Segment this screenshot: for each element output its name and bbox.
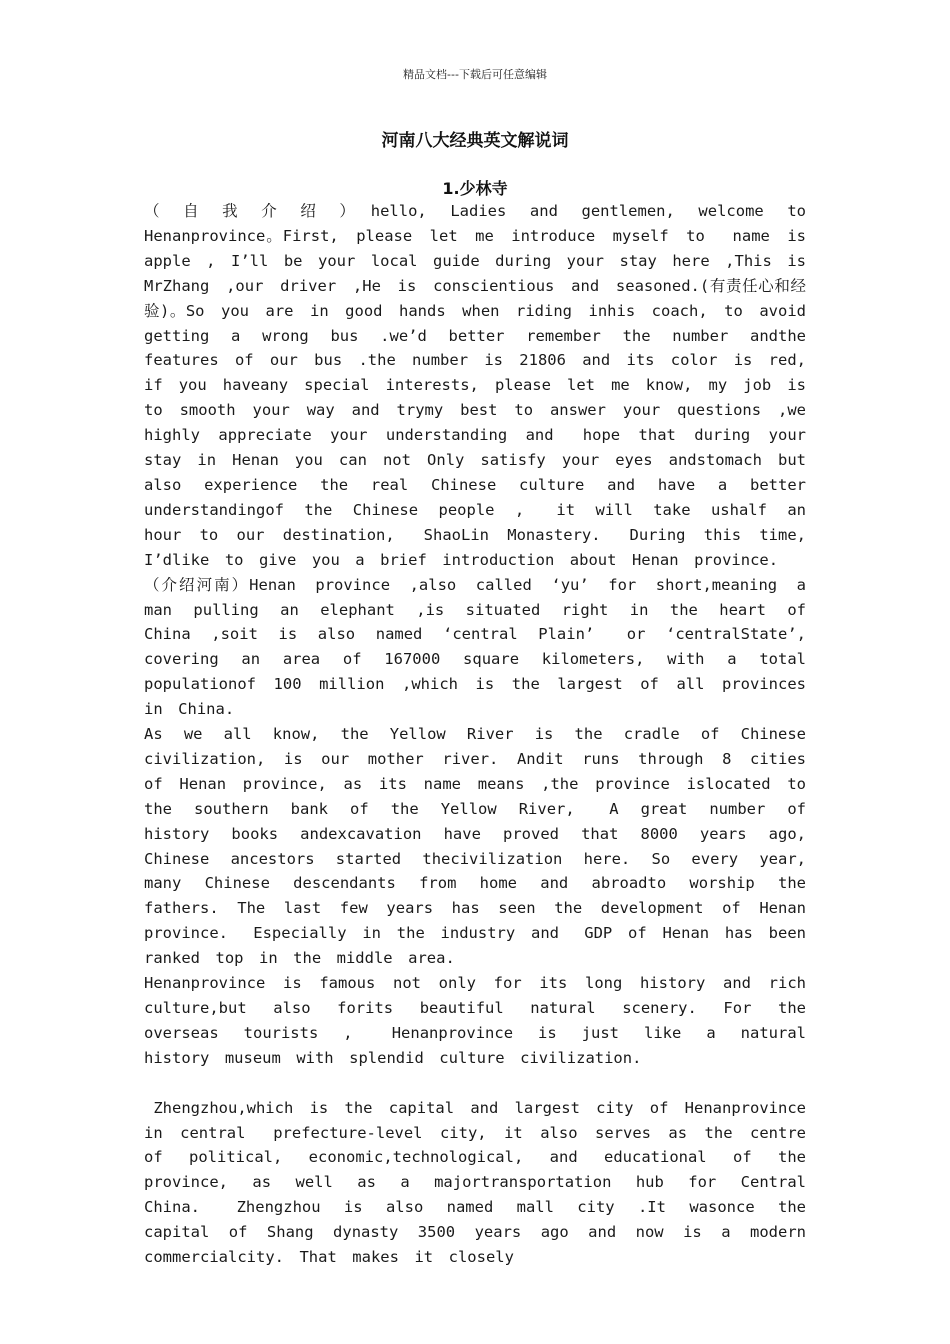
section-title: 1.少林寺 bbox=[442, 179, 508, 198]
paragraph-henan-intro: （介绍河南）Henan province ,also called ‘yu’ for short,meaning a man pulling an elephant ,is situated right in the heart of China ,soit is also named ‘central Plain’ or ‘centralState’, covering an area of 167000 square kilometers, with a total populationof 100 million ,which is the largest of all provinces in China. bbox=[144, 575, 822, 719]
paragraph-zhengzhou: Zhengzhou,which is the capital and largest city of Henanprovince in central prefecture-level city, it also serves as the centre of political, economic,technological, and educational of the province, as well as a majortransportation hub for Central China. Zhengzhou is also named mall city .It wasonce the capital of Shang dynasty 3500 years ago and now is a modern commercialcity. That makes it closely bbox=[144, 1098, 822, 1267]
paragraph-yellow-river: As we all know, the Yellow River is the cradle of Chinese civilization, is our mother river. Andit runs through 8 cities of Henan province, as its name means ,the province islocated to the southern bank of the Yellow River, A great number of history books andexcavation have proved that 8000 years ago, Chinese ancestors started thecivilization here. So every year, many Chinese descendants from home and abroadto worship the fathers. The last few years has seen the development of Henan province. Especially in the industry and GDP of Henan has been ranked top in the middle area. bbox=[144, 725, 822, 968]
document-title: 河南八大经典英文解说词 bbox=[381, 131, 569, 151]
paragraph-scenery: Henanprovince is famous not only for its long history and rich culture,but also forits beautiful natural scenery. For the overseas tourists , Henanprovince is just like a natural history museum with splendid culture civilization. bbox=[144, 974, 822, 1067]
body-text bbox=[144, 199, 822, 1270]
header-note: 精品文档---下载后可任意编辑 bbox=[403, 68, 547, 81]
paragraph-self-intro: （ 自 我 介 绍 ） hello, Ladies and gentlemen, welcome to Henanprovince。First, please let me introduce myself to name is apple , I’ll be your local guide during your stay here ,This is MrZhang ,our driver ,He is conscientious and seasoned.(有责任心和经验)。So you are in good hands when riding inhis coach, to avoid getting a wrong bus .we’d better remember the number andthe features of our bus .the number is 21806 and its color is red, if you haveany special interests, please let me know, my job is to smooth your way and trymy best to answer your questions ,we highly appreciate your understanding and hope that during your stay in Henan you can not Only satisfy your eyes andstomach but also experience the real Chinese culture and have a better understandingof the Chinese people , it will take ushalf an hour to our destination, ShaoLin Monastery. During this time, I’dlike to give you a brief introduction about Henan province. bbox=[144, 202, 822, 569]
